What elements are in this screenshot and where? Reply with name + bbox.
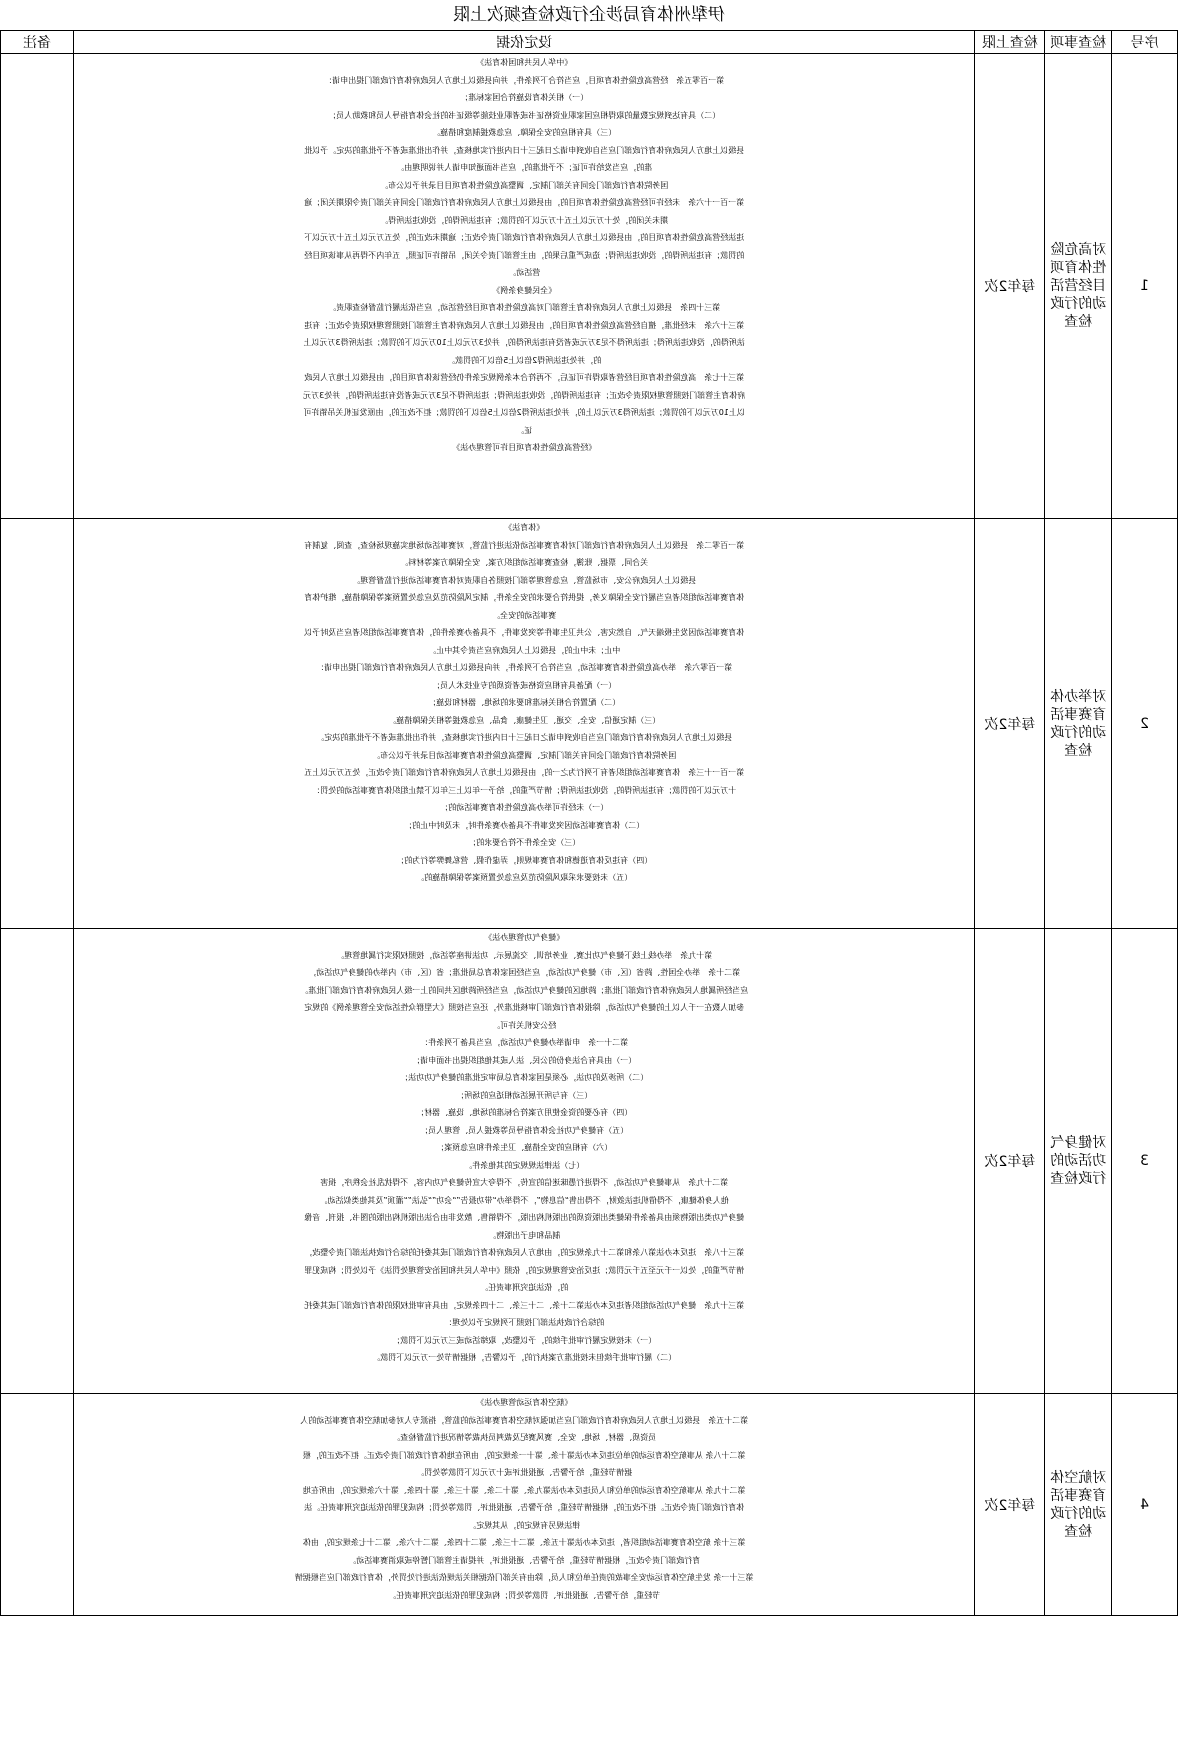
basis-line: 健身气功类出版物须由具备条件保健类出版资质的出版机构出版，不得销售、散发非由合法出版机构出版的图书、报刊、音像 xyxy=(304,1213,745,1222)
basis-line: 员资质、器材、场地、安全、赛风赛纪及裁判员执裁等情况进行监督检查。 xyxy=(392,1433,657,1442)
basis-line: 第一百零五条 经营高危险性体育项目，应当符合下列条件，并向县级以上地方人民政府体育行政部门提出申请： xyxy=(324,75,725,85)
header-note: 备注 xyxy=(1,31,74,54)
basis-line: 第三十条 航空体育赛事活动组织者，违反本办法第十五条、第二十三条、第二十四条、第二十六条、第二十七条规定的，由体 xyxy=(302,1538,746,1547)
basis-line: 第三十七条 高危险性体育项目经营者取得许可证后，不再符合本条例规定条件仍经营该体育项目的，由县级以上地方人民政 xyxy=(304,373,745,382)
table-row xyxy=(1,929,1178,1394)
basis-line: 的，依法追究刑事责任。 xyxy=(480,1283,569,1292)
basis-line: 准的，应当发给许可证；不予批准的，应当书面通知申请人并说明理由。 xyxy=(396,163,653,172)
basis-line: （五）未按要求采取风险防范及应急处置预案等保障措施的。 xyxy=(416,873,633,882)
basis-line: 第三十八条 违反本办法第八条和第二十九条规定的，由地方人民政府体育行政部门或其委托的综合行政执法部门责令整改， xyxy=(304,1248,745,1257)
basis-line: 第三十一条 发生航空体育运动安全事故的责任单位和人员，除由有关部门依据相关法规依法进行处罚外，体育行政部门应当根据情 xyxy=(294,1573,754,1582)
basis-line: 第二十五条 县级以上地方人民政府体育行政部门应当加强对航空体育赛事活动的监管，指派专人对参加航空体育赛事活动的人 xyxy=(300,1415,749,1425)
basis-line: （一）由具有合法身份的公民、法人或其他组织提出书面申请； xyxy=(412,1055,637,1065)
table-row xyxy=(1,54,1178,519)
inspection-limit: 每年2次 xyxy=(975,1394,1045,1616)
basis-line: 第二十一条 申请举办健身气功活动，应当具备下列条件： xyxy=(420,1038,629,1047)
basis-line: （七）法律法规规定的其他条件。 xyxy=(464,1160,585,1170)
inspection-limit: 每年2次 xyxy=(975,929,1045,1394)
basis-line: （一）相关体育设施符合国家标准； xyxy=(460,93,589,102)
basis-line: 《全民健身条例》 xyxy=(492,285,557,295)
basis-line: 国务院体育行政部门会同有关部门制定、调整高危险性体育赛事活动目录并予以公布。 xyxy=(372,750,677,760)
document-title: 伊犁州体育局涉企行政检查频次上限 xyxy=(453,5,725,25)
basis-line: 县级以上人民政府公安、市场监管、应急管理等部门按照各自职责对体育赛事活动进行监督管理。 xyxy=(352,575,697,585)
table-header-row xyxy=(1,31,1178,54)
basis-line: 第三十四条 县级以上地方人民政府体育主管部门对高危险性体育项目经营活动，应当依法履行监督检查职责。 xyxy=(328,303,721,312)
basis-line: 证。 xyxy=(516,425,533,435)
basis-line: 中止；未中止的，县级以上人民政府应当责令其中止。 xyxy=(428,645,621,655)
basis-line: 第一百零六条 举办高危险性体育赛事活动，应当符合下列条件，并向县级以上地方人民政府体育行政部门提出申请： xyxy=(316,663,733,672)
basis-line: 体育赛事活动组织者应当履行安全保障义务，提供符合要求的安全条件，制定风险防范及应急处置预案等保障措施，维护体育 xyxy=(304,593,745,602)
note-cell xyxy=(1,1394,74,1616)
basis-line: 第三十六条 未经批准，擅自经营高危险性体育项目的，由县级以上地方人民政府体育主管部门按照管理权限责令改正；有违 xyxy=(304,320,745,330)
basis-line: 第一百一十三条 体育赛事活动组织者有下列行为之一的，由县级以上地方人民政府体育行政部门责令改正，处五万元以上五 xyxy=(304,768,745,777)
note-cell xyxy=(1,54,74,519)
inspection-item: 对航空体育赛事活动的行政检查 xyxy=(1045,1394,1112,1616)
basis-line: 关合同、票据、账簿，检查赛事活动组织方案、安全保障方案等材料。 xyxy=(400,558,649,567)
inspection-table xyxy=(0,30,1178,1616)
inspection-limit: 每年2次 xyxy=(975,54,1045,519)
basis-line: （三）安全条件不符合要求的； xyxy=(468,838,581,847)
basis-line: 第一百零二条 县级以上人民政府体育行政部门对体育赛事活动依法进行监管，对赛事活动场地实施现场检查，查阅、复制有 xyxy=(304,540,745,550)
basis-line: （二）履行审批手续但未按批准方案执行的，予以警告，根据情节处一万元以下罚款。 xyxy=(372,1353,677,1362)
basis-line: 《航空体育运动管理办法》 xyxy=(476,1398,573,1407)
row-number: 4 xyxy=(1112,1394,1178,1616)
basis-line: （一）未按规定履行审批手续的，予以整改，取缔活动或三万元以下罚款； xyxy=(392,1335,657,1345)
note-cell xyxy=(1,929,74,1394)
basis-line: 县级以上地方人民政府体育行政部门应当自收到申请之日起三十日内进行实地核查，并作出批准或者不予批准的决定。 xyxy=(316,733,733,742)
basis-line: 律法规另有规定的，从其规定。 xyxy=(468,1520,581,1530)
basis-line: 应当经所属地人民政府体育行政部门批准；跨地区的健身气功活动，应当经所跨地区共同的上一级人民政府体育行政部门批准。 xyxy=(300,985,749,995)
basis-line: （一）配备具有相应资格或者资质的专业技术人员； xyxy=(432,680,617,690)
header-basis: 设定依据 xyxy=(73,31,974,54)
basis-line: 第一百一十六条 未经许可经营高危险性体育项目的，由县级以上地方人民政府体育行政部门会同有关部门责令限期关闭；逾 xyxy=(304,198,745,207)
basis-line: 情节严重的，处以一千元至五千元罚款；违反治安管理规定的，依照《中华人民共和国治安管理处罚法》予以处罚；构成犯罪 xyxy=(304,1265,745,1275)
basis-line: 育行政部门责令改正，根据情节轻重，给予警告、通报批评，并提请主管部门暂停或取消赛事活动。 xyxy=(348,1555,701,1565)
basis-line: 《健身气功管理办法》 xyxy=(484,933,565,942)
basis-line: 参加人数在一千人以上的健身气功活动，除报体育行政部门审核批准外，还应当按照《大型群众性活动安全管理条例》的规定 xyxy=(304,1003,745,1012)
basis-line: 经公安机关许可。 xyxy=(492,1020,557,1030)
basis-line: 府体育主管部门按照管理权限责令改正；有违法所得的，没收违法所得；违法所得不足3万元或者没有违法所得的，并处3万元 xyxy=(303,390,746,400)
row-number: 3 xyxy=(1112,929,1178,1394)
legal-basis xyxy=(73,1394,974,1616)
basis-line: 赛事活动的安全。 xyxy=(492,610,557,620)
basis-line: 据情节轻重，给予警告、通报批评或十万元以下罚款等处罚。 xyxy=(416,1468,633,1477)
legal-basis xyxy=(73,929,974,1394)
basis-line: 国务院体育行政部门会同有关部门制定、调整高危险性体育项目目录并予以公布。 xyxy=(380,180,669,190)
basis-line: （三）制定通信、安全、交通、卫生健康、食品、应急救援等相关保障措施。 xyxy=(388,715,661,725)
basis-line: 的罚款；有违法所得的，没收违法所得；造成严重后果的，由主管部门责令关闭，吊销许可证照，五年内不得再从事该项目经 xyxy=(304,250,745,260)
table-row xyxy=(1,1394,1178,1616)
basis-line: （四）有必要的资金使用方案符合标准的场地、设施、器材； xyxy=(416,1108,633,1117)
basis-line: （二）体育赛事活动因突发事件不具备办赛条件时，未及时中止的； xyxy=(404,820,645,830)
basis-line: （一）未经许可举办高危险性体育赛事活动的； xyxy=(440,803,609,812)
basis-line: （二）所涉及的功法，必须是国家体育总局审定批准的健身气功功法； xyxy=(400,1073,649,1082)
inspection-item: 对健身气功活动的行政检查 xyxy=(1045,929,1112,1394)
basis-line: （二）具有达到规定数量的取得相应国家职业资格证书或者职业技能等级证书的社会体育指导人员和救助人员； xyxy=(328,110,721,120)
basis-line: 他人身体健康，不得借机违法敛财，不得出售“信息物”，不得举办“带功报告”“会功”“弘法”“灌顶”及其他类似活动。 xyxy=(319,1195,729,1205)
row-number: 2 xyxy=(1112,519,1178,929)
basis-line: 节轻重，给予警告、通报批评、罚款等处罚；构成犯罪的依法追究刑事责任。 xyxy=(388,1590,661,1600)
inspection-item: 对举办体育赛事活动的行政检查 xyxy=(1045,519,1112,929)
basis-line: （五）有健身气功社会体育指导员等救援人员、管理人员； xyxy=(420,1125,629,1135)
row-number: 1 xyxy=(1112,54,1178,519)
basis-line: 的综合行政执法部门按照下列规定予以处理： xyxy=(444,1318,605,1327)
basis-line: 第二十八条 从事航空体育运动的单位违反本办法第十条、第十一条规定的，由所在地体育行政部门责令改正。拒不改正的，根 xyxy=(302,1450,746,1460)
basis-line: 的，并处违法所得2倍以上5倍以下的罚款。 xyxy=(447,355,602,365)
basis-line: 法所得的，没收违法所得；违法所得不足3万元或者没有违法所得的，并处3万元以上10万元以下的罚款；违法所得3万元以上 xyxy=(303,338,745,347)
inspection-item: 对高危险性体育项目经营活动的行政检查 xyxy=(1045,54,1112,519)
basis-line: 以上10万元以下的罚款；违法所得3万元以上的，并处违法所得2倍以上5倍以下的罚款；拒不改正的，由原发证机关吊销许可 xyxy=(303,408,745,417)
table-row xyxy=(1,519,1178,929)
basis-line: 营活动。 xyxy=(508,268,541,277)
legal-basis xyxy=(73,519,974,929)
basis-line: （四）有违反体育道德和体育赛事规则，弄虚作假、营私舞弊等行为的； xyxy=(396,855,653,865)
basis-line: （三）具有相应的安全保障、应急救援制度和措施。 xyxy=(432,128,617,137)
basis-line: （三）有与所开展活动相适应的场所； xyxy=(456,1090,593,1100)
note-cell xyxy=(1,519,74,929)
basis-line: 第二十条 举办全国性、跨省（区、市）健身气功活动，应当经国家体育总局批准；省（区、市）内举办的健身气功活动， xyxy=(308,968,741,977)
basis-line: 《中华人民共和国体育法》 xyxy=(476,58,573,67)
basis-line: 县级以上地方人民政府体育行政部门应当自收到申请之日起三十日内进行实地核查，并作出批准或者不予批准的决定。予以批 xyxy=(304,145,745,155)
basis-line: 期未关闭的，处十万元以上五十万元以下的罚款；有违法所得的，没收违法所得。 xyxy=(380,215,669,225)
legal-basis xyxy=(73,54,974,519)
basis-line: 违法经营高危险性体育项目的，由县级以上地方人民政府体育行政部门责令改正；逾期未改正的，处五万元以上五十万元以下 xyxy=(304,233,745,242)
inspection-limit: 每年2次 xyxy=(975,519,1045,929)
basis-line: 第三十九条 健身气功活动组织者违反本办法第二十条、二十三条、二十四条规定，由具有审批权限的体育行政部门或其委托 xyxy=(304,1300,745,1310)
basis-line: 第十九条 举办线上线下健身气功比赛、业务培训、交流展示、功法讲座等活动，按照权限实行属地管理。 xyxy=(336,950,713,960)
basis-line: 制品和电子出版物。 xyxy=(488,1230,561,1240)
basis-line: 《经营高危险性体育项目许可管理办法》 xyxy=(452,443,597,452)
basis-line: 十万元以下的罚款；有违法所得的，没收违法所得；情节严重的，给予一年以上三年以下禁止组织体育赛事活动的处罚： xyxy=(312,785,737,795)
basis-line: 《体育法》 xyxy=(504,523,545,532)
header-limit: 检查上限 xyxy=(975,31,1045,54)
basis-line: 体育赛事活动因发生极端天气、自然灾害、公共卫生事件等突发事件，不具备办赛条件的，体育赛事活动组织者应当及时予以 xyxy=(304,628,745,637)
basis-line: 第二十九条 从事航空体育运动的单位和人员违反本办法第九条、第十二条、第十三条、第十四条、第十六条规定的，由所在地 xyxy=(302,1485,746,1495)
header-no: 序号 xyxy=(1112,31,1178,54)
basis-line: 第二十九条 从事健身气功活动，不得进行愚昧迷信的宣传，不得夸大宣传健身气功内容，不得扰乱社会秩序，损害 xyxy=(320,1178,729,1187)
header-item: 检查事项 xyxy=(1045,31,1112,54)
basis-line: （二）配置符合相关标准和要求的场地、器材和设施； xyxy=(428,698,621,707)
basis-line: 体育行政部门责令改正。拒不改正的，根据情节轻重，给予警告、通报批评、罚款等处罚；构成犯罪的依法追究刑事责任。法 xyxy=(304,1503,745,1512)
basis-line: （六）有相应的安全措施、卫生条件和应急预案； xyxy=(436,1143,613,1152)
